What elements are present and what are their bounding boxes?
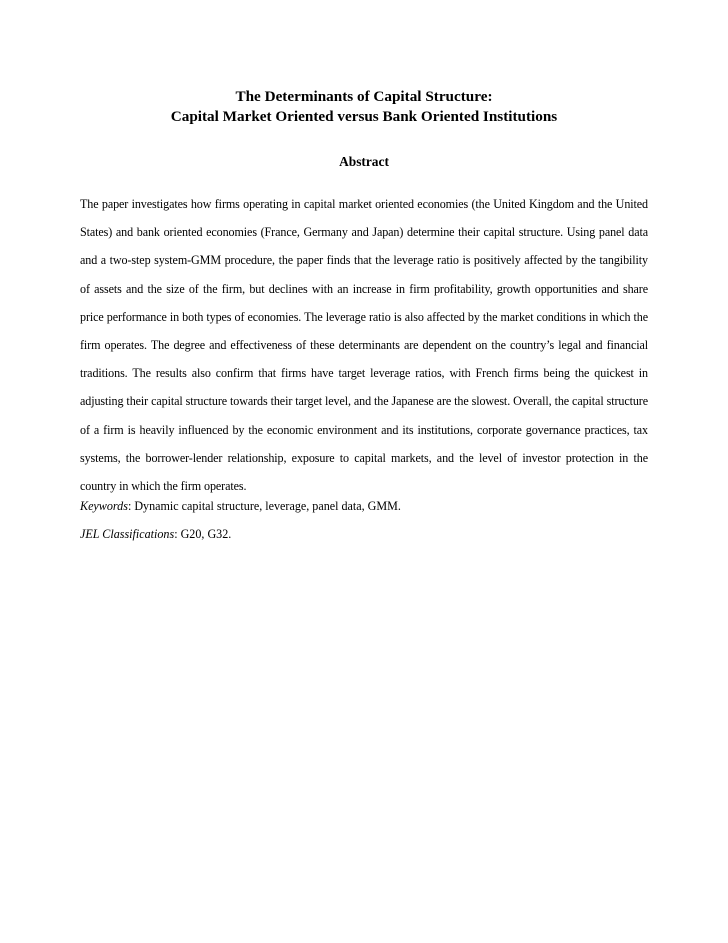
- title-line-1: The Determinants of Capital Structure:: [235, 88, 493, 105]
- keywords-line: [80, 497, 648, 515]
- abstract-text: The paper investigates how firms operating in capital market oriented economies (the United Kingdom and the United States) and bank oriented economies (France, Germany and Japan) determine their capital structure. Using panel data and a two-step system-GMM procedure, the paper finds that the leverage ratio is positively affected by the tangibility of assets and the size of the firm, but declines with an increase in firm profitability, growth opportunities and share price performance in both types of economies. The leverage ratio is also affected by the market conditions in which the firm operates. The degree and effectiveness of these determinants are dependent on the country’s legal and financial traditions. The results also confirm that firms have target leverage ratios, with French firms being the quickest in adjusting their capital structure towards their target level, and the Japanese are the slowest. Overall, the capital structure of a firm is heavily influenced by the economic environment and its institutions, corporate governance practices, tax systems, the borrower-lender relationship, exposure to capital markets, and the level of investor protection in the country in which the firm operates.: [80, 197, 648, 494]
- abstract-heading: Abstract: [339, 154, 389, 169]
- paper-title: [80, 87, 648, 127]
- jel-value: : G20, G32.: [174, 527, 232, 541]
- keywords-value: : Dynamic capital structure, leverage, panel data, GMM.: [127, 499, 401, 513]
- jel-label: JEL Classifications: [80, 527, 175, 541]
- keywords-label: Keywords: [80, 499, 128, 513]
- jel-classifications-line: [80, 525, 648, 543]
- title-line-2: Capital Market Oriented versus Bank Oriented Institutions: [170, 108, 558, 125]
